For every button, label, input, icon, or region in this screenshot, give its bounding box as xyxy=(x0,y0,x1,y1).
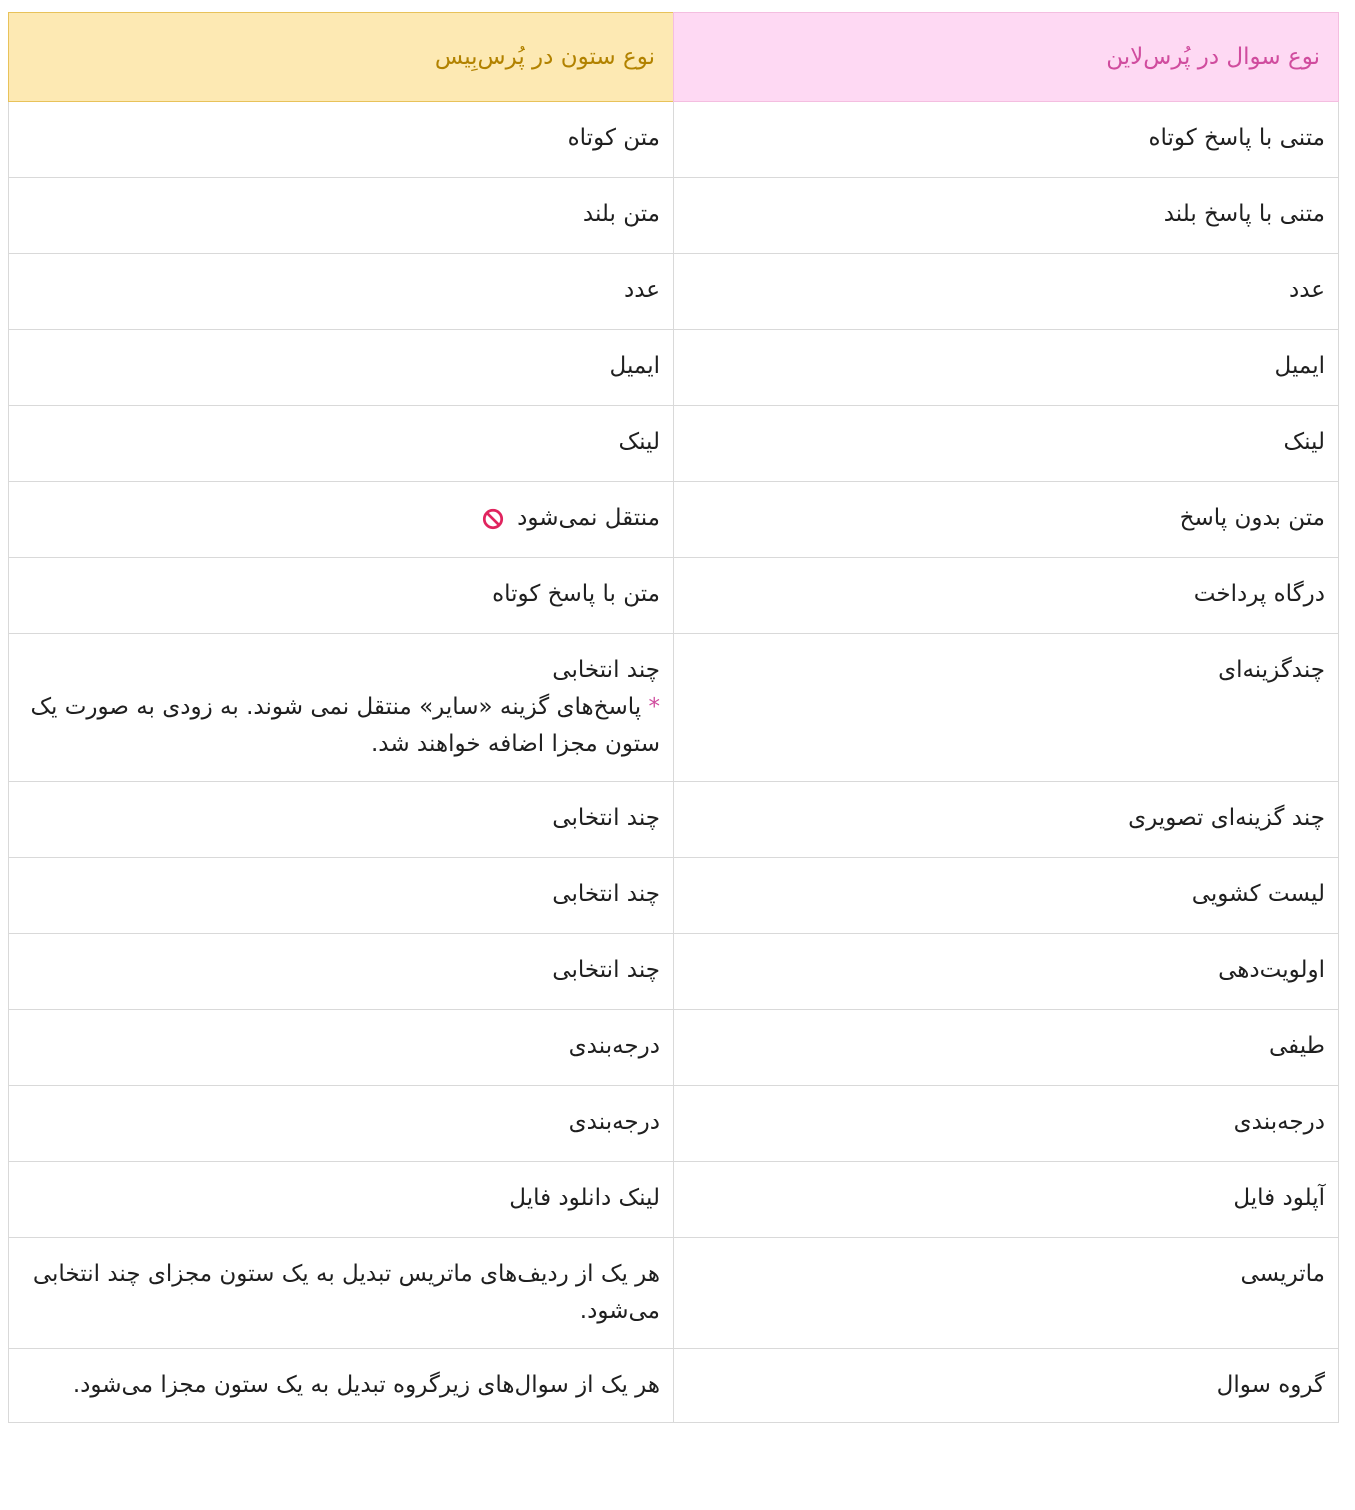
ban-icon xyxy=(482,508,504,530)
table-row xyxy=(9,1238,1339,1349)
table-row xyxy=(9,482,1339,558)
note-text: پاسخ‌های گزینه «سایر» منتقل نمی شوند. به زودی به صورت یک ستون مجزا اضافه خواهند شد. xyxy=(30,694,660,757)
column-type-cell: متن با پاسخ کوتاه xyxy=(9,558,674,634)
table-row xyxy=(9,1086,1339,1162)
question-type-cell: درگاه پرداخت xyxy=(674,558,1339,634)
column-note xyxy=(22,689,660,763)
table-row xyxy=(9,178,1339,254)
column-type-cell xyxy=(9,634,674,782)
question-type-cell: طیفی xyxy=(674,1010,1339,1086)
table-row xyxy=(9,1349,1339,1423)
column-type-cell: متن کوتاه xyxy=(9,102,674,178)
question-type-cell: آپلود فایل xyxy=(674,1162,1339,1238)
column-type-cell: لینک xyxy=(9,406,674,482)
question-type-cell: چندگزینه‌ای xyxy=(674,634,1339,782)
question-type-cell: ماتریسی xyxy=(674,1238,1339,1349)
column-type-cell: هر یک از ردیف‌های ماتریس تبدیل به یک ستون مجزای چند انتخابی می‌شود. xyxy=(9,1238,674,1349)
table-row xyxy=(9,858,1339,934)
table-row xyxy=(9,934,1339,1010)
question-type-cell: عدد xyxy=(674,254,1339,330)
question-type-cell: اولویت‌دهی xyxy=(674,934,1339,1010)
column-type-cell xyxy=(9,482,674,558)
column-type-cell: درجه‌بندی xyxy=(9,1086,674,1162)
table-row xyxy=(9,634,1339,782)
header-persbase: نوع ستون در پُرس‌بِیس xyxy=(9,13,674,102)
column-type-cell: متن بلند xyxy=(9,178,674,254)
column-type-cell: چند انتخابی xyxy=(9,858,674,934)
question-type-cell: متنی با پاسخ کوتاه xyxy=(674,102,1339,178)
table-row xyxy=(9,782,1339,858)
header-persline: نوع سوال در پُرس‌لاین xyxy=(674,13,1339,102)
column-type-cell: درجه‌بندی xyxy=(9,1010,674,1086)
column-type-cell: ایمیل xyxy=(9,330,674,406)
column-type-cell: هر یک از سوال‌های زیرگروه تبدیل به یک ستون مجزا می‌شود. xyxy=(9,1349,674,1423)
table-row xyxy=(9,406,1339,482)
not-transferred-label: منتقل نمی‌شود xyxy=(517,505,660,531)
question-type-cell: متن بدون پاسخ xyxy=(674,482,1339,558)
table-row xyxy=(9,102,1339,178)
question-type-cell: چند گزینه‌ای تصویری xyxy=(674,782,1339,858)
question-type-mapping-table xyxy=(8,12,1339,1423)
mapping-table-container xyxy=(8,12,1339,1423)
table-row xyxy=(9,558,1339,634)
column-type-cell: چند انتخابی xyxy=(9,782,674,858)
question-type-cell: لینک xyxy=(674,406,1339,482)
question-type-cell: لیست کشویی xyxy=(674,858,1339,934)
question-type-cell: ایمیل xyxy=(674,330,1339,406)
column-type-cell: چند انتخابی xyxy=(9,934,674,1010)
table-row xyxy=(9,1010,1339,1086)
table-row xyxy=(9,254,1339,330)
question-type-cell: درجه‌بندی xyxy=(674,1086,1339,1162)
table-row xyxy=(9,330,1339,406)
table-row xyxy=(9,1162,1339,1238)
note-asterisk: * xyxy=(648,694,660,720)
column-type-label: چند انتخابی xyxy=(552,657,660,683)
question-type-cell: گروه سوال xyxy=(674,1349,1339,1423)
column-type-cell: لینک دانلود فایل xyxy=(9,1162,674,1238)
table-header-row xyxy=(9,13,1339,102)
column-type-cell: عدد xyxy=(9,254,674,330)
question-type-cell: متنی با پاسخ بلند xyxy=(674,178,1339,254)
